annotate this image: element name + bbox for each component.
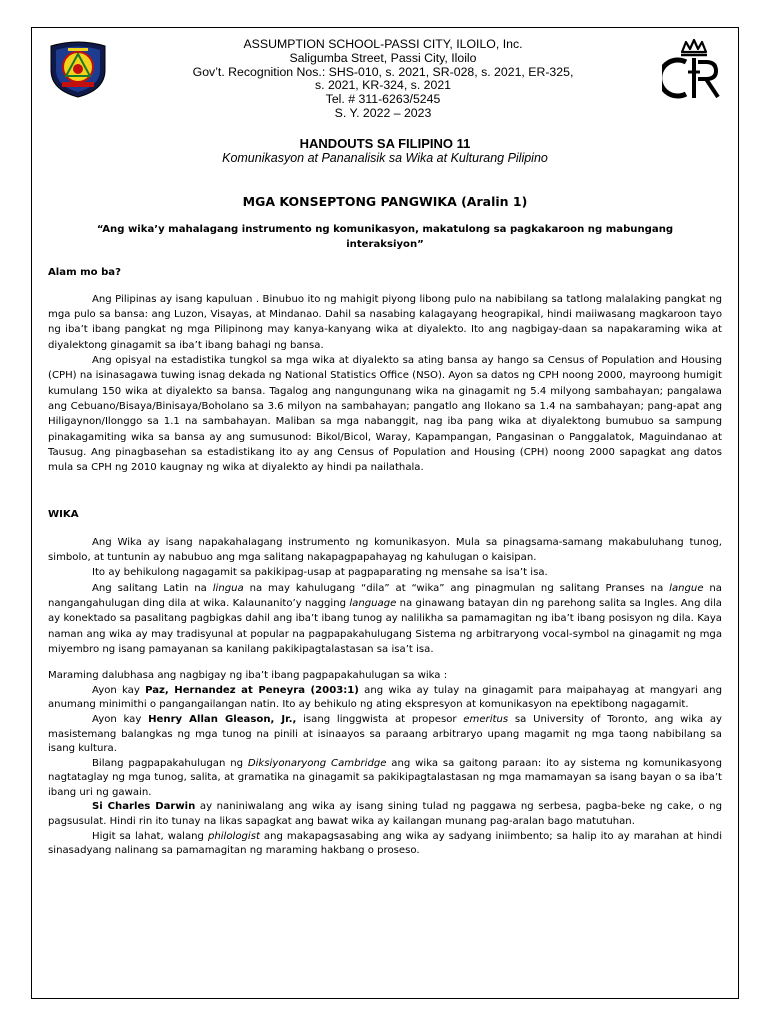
paragraph-darwin: Si Charles Darwin ay naniniwalang ang wika ay isang sining tulad ng paggawa ng serbesa, pagba-beke ng cake, o ng pagsusulat. Hindi rin ito tunay na likas sapagkat ang bawat wika ay kailangan munang pag-aralan bago matutuhan. bbox=[48, 801, 722, 828]
term-language: language bbox=[349, 597, 397, 609]
handout-body bbox=[48, 194, 722, 859]
paragraph-wika-behikulo: Ito ay behikulong nagagamit sa pakikipag-usap at pagpaparating ng mensahe sa isa’t isa. bbox=[92, 567, 548, 579]
paragraph-cambridge: Bilang pagpapakahulugan ng Diksiyonaryong Cambridge ang wika sa gaitong paraan: ito ay sistema ng komunikasyong nagtataglay ng mga tunog, salita, at gramatika na ginagamit sa pakikipagtalastasan ng mga mamamayan sa isang bayan o sa iba’t ibang uri ng gawain. bbox=[48, 757, 722, 798]
school-name: ASSUMPTION SCHOOL-PASSI CITY, ILOILO, Inc. bbox=[243, 37, 523, 51]
handout-page bbox=[31, 27, 739, 999]
school-address: Saligumba Street, Passi City, Iloilo bbox=[289, 50, 477, 65]
paragraph-paz: Ayon kay Paz, Hernandez at Peneyra (2003:1) ang wika ay tulay na ginagamit para maipahayag at mangyari ang anumang minimithi o pangangailangan natin. Ito ay behikulo ng ating ekspresyon at komunikasyon na epektibong nagagamit. bbox=[48, 684, 722, 711]
author-paz: Paz, Hernandez at Peneyra (2003:1) bbox=[145, 684, 359, 696]
recognition-numbers: Gov’t. Recognition Nos.: SHS-010, s. 2021, SR-028, s. 2021, ER-325, bbox=[192, 64, 574, 79]
crowned-monogram-crest-icon bbox=[662, 38, 726, 100]
wika-heading: WIKA bbox=[48, 509, 79, 521]
author-gleason: Henry Allan Gleason, Jr., bbox=[148, 713, 297, 725]
document-title: HANDOUTS SA FILIPINO 11 bbox=[299, 136, 471, 151]
lesson-title: MGA KONSEPTONG PANGWIKA (Aralin 1) bbox=[242, 194, 528, 209]
paragraph-gleason: Ayon kay Henry Allan Gleason, Jr., isang linggwista at propesor emeritus sa University of Toronto, ang wika ay masistemang balangkas ng mga tunog na pinili at isinaayos sa paraang arbitraryo upang magamit ng mga taong nabibilang sa isang kultura. bbox=[48, 713, 722, 755]
paragraph-pilipinas: Ang Pilipinas ay isang kapuluan . Binubuo ito ng mahigit piyong libong pulo na nabibilang sa tatlong malalaking pangkat ng mga pulo sa bansa: ang Luzon, Visayas, at Mindanao. Dahil sa nasabing kalagayang heograpikal, hindi maiiwasang magkaroon tayo ng iba’t ibang pangkat ng mga Pilipinong may kanya-kanyang wika at diyalekto. Ito ang nagbigay-daan sa napakaraming wika at diyalektong ginagamit sa iba’t ibang bahagi ng bansa. bbox=[48, 293, 722, 351]
document-subtitle: Komunikasyon at Pananalisik sa Wika at Kulturang Pilipino bbox=[222, 151, 548, 165]
lesson-quote: “Ang wika’y mahalagang instrumento ng komunikasyon, makatulong sa pagkakaroon ng mabungang interaksiyon” bbox=[96, 224, 674, 251]
paragraph-higit: Higit sa lahat, walang philologist ang makapagsasabing ang wika ay sadyang iniimbento; sa halip ito ay marahan at hindi sinasadyang nalinang sa pamamagitan ng maraming hakbang o proseso. bbox=[48, 830, 722, 857]
paragraph-wika-latin: Ang salitang Latin na lingua na may kahulugang “dila” at “wika” ang pinagmulan ng salitang Pranses na langue na nangangahulugan ding dila at wika. Kalaunanito’y nagging language na ginawang batayan din ng parehong salita sa Ingles. Ang dila ay konektado sa pasalitang pagbigkas dahil ang iba’t ibang tunog ay nalilikha sa pamamagitan ng iba’t ibang posisyon ng dila. Kaya naman ang wika ay may tradisyunal at popular na pagpapakahulugang Sistema ng arbitraryong vocal-symbol na ginagamit ng mga miyembro ng isang pamayanan sa kanilang pakikipagtalastasan sa isa’t isa. bbox=[48, 582, 722, 655]
letterhead bbox=[128, 38, 638, 121]
term-philologist: philologist bbox=[207, 830, 260, 842]
telephone: Tel. # 311-6263/5245 bbox=[325, 92, 441, 107]
term-lingua: lingua bbox=[212, 582, 244, 594]
paragraph-wika-instrumento: Ang Wika ay isang napakahalagang instrumento ng komunikasyon. Mula sa pinagsama-samang makabuluhang tunog, simbolo, at tuntunin ay nabubuo ang mga salitang nakapagpapahayag ng kahulugan o kaisipan. bbox=[48, 536, 722, 564]
school-year: S. Y. 2022 – 2023 bbox=[334, 105, 432, 120]
author-darwin: Si Charles Darwin bbox=[92, 801, 196, 813]
dalubhasa-intro: Maraming dalubhasa ang nagbigay ng iba’t ibang pagpapakahulugan sa wika : bbox=[48, 670, 448, 682]
paragraph-estadistika: Ang opisyal na estadistika tungkol sa mga wika at diyalekto sa ating bansa ay hango sa Census of Population and Housing (CPH) na isinasagawa tuwing isnag dekada ng National Statistics Office (NSO). Ayon sa datos ng CPH noong 2000, mayroong humigit kumulang 150 wika at diyalekto sa bansa. Tagalog ang nangungunang wika na ginagamit ng 5.4 milyong sambahayan; pangalawa ang Cebuano/Bisaya/Binisaya/Boholano sa 3.6 milyon na sambahayan; pangatlo ang Ilokano sa 1.4 na sambahayan; pang-apat ang Hiligaynon/Ilonggo sa 1.1 na sambahayan. Maliban sa mga nabanggit, nag iba pang wika at diyalektong bumubuo sa sampung pinakagamiting wika sa bansa ay ang sumusunod: Bikol/Bicol, Waray, Kapampangan, Pangasinan o Panggalatok, Maguindanao at Tausug. Ang pinagbasehan sa estadistikang ito ay ang Census of Population and Housing (CPH) noong 2000 sapagkat ang datos mula sa CPH ng 2010 kaugnay ng wika at diyalekto ay hindi pa nailathala. bbox=[48, 355, 722, 474]
school-seal-logo-icon bbox=[48, 40, 108, 98]
term-langue: langue bbox=[669, 582, 704, 594]
alam-mo-ba-heading: Alam mo ba? bbox=[48, 266, 121, 278]
recognition-numbers-cont: s. 2021, KR-324, s. 2021 bbox=[314, 78, 452, 93]
term-cambridge: Diksiyonaryong Cambridge bbox=[247, 757, 387, 769]
term-emeritus: emeritus bbox=[463, 713, 509, 725]
